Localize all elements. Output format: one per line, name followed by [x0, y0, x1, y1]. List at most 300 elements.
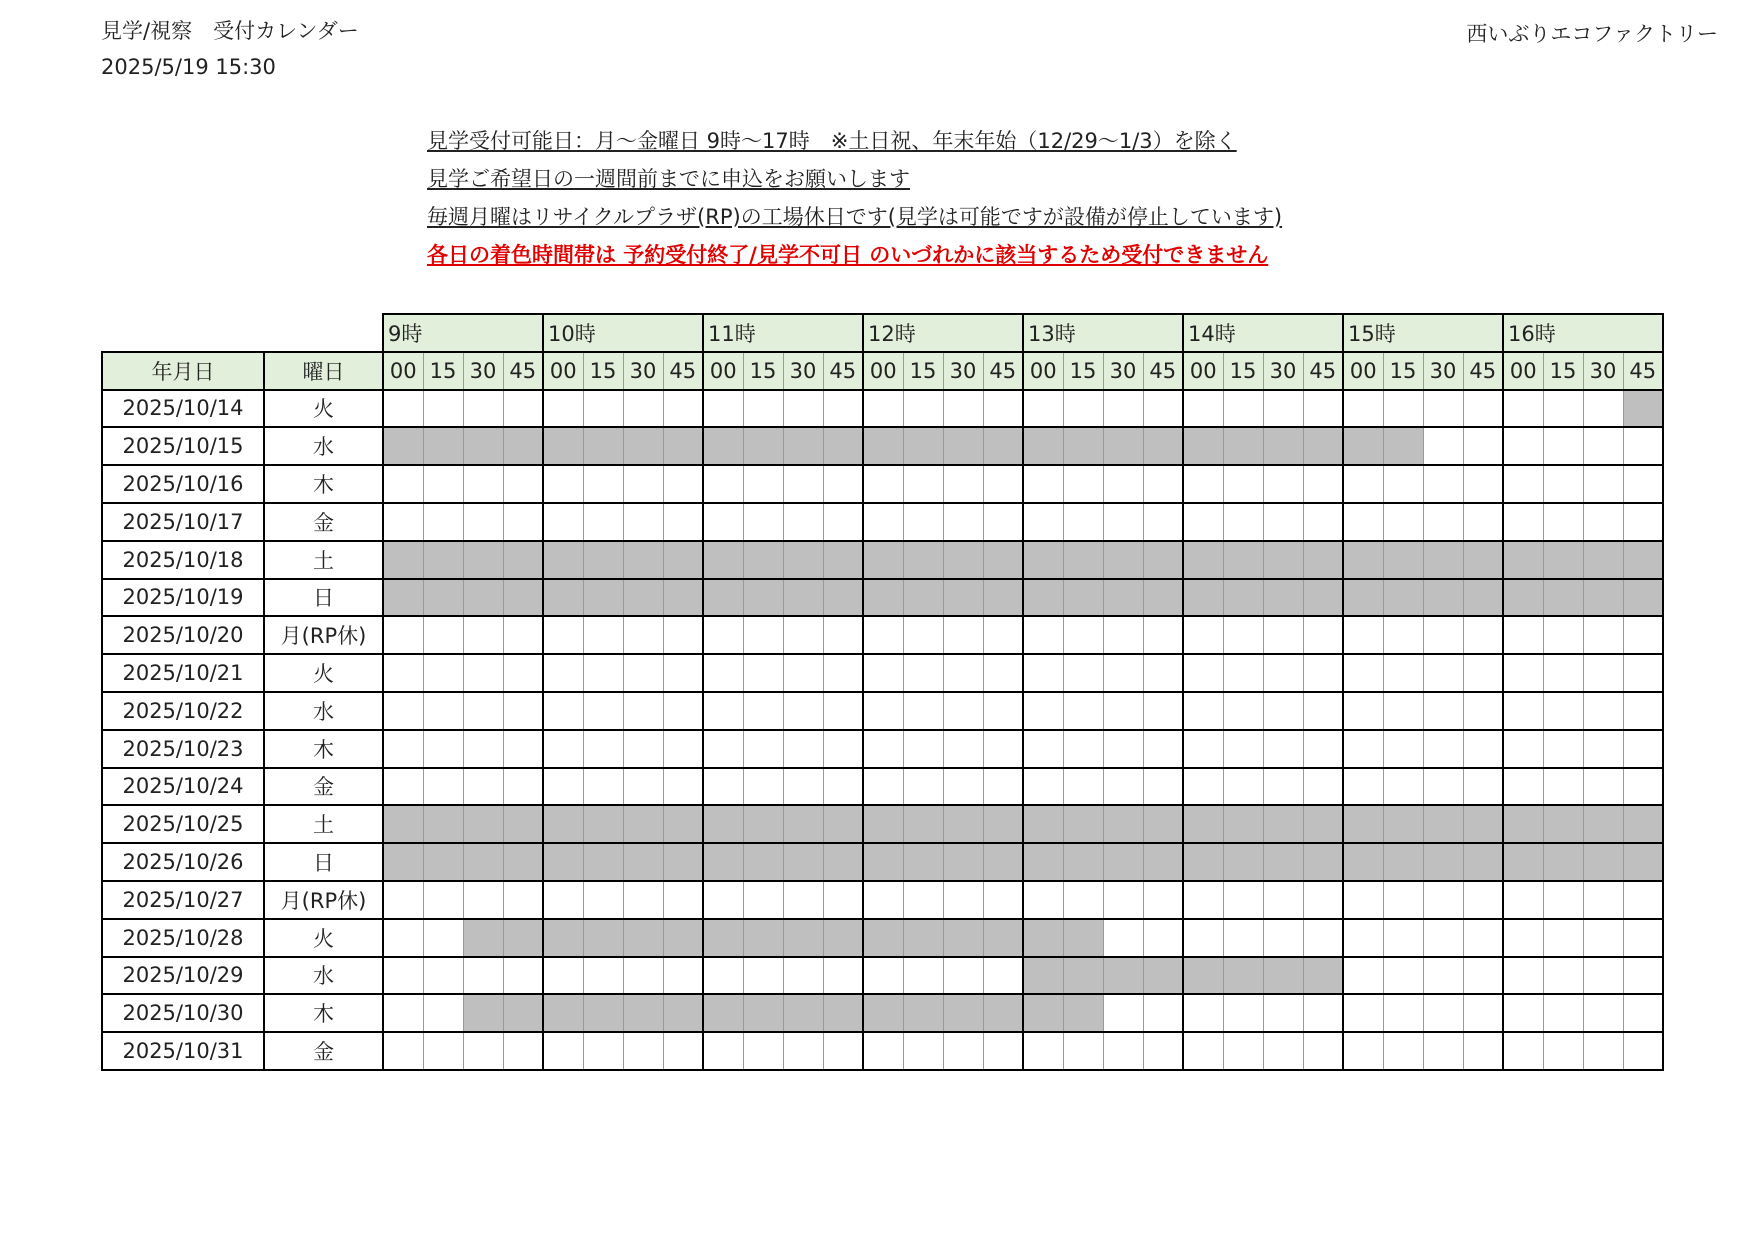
- time-slot-available: [1543, 1032, 1583, 1070]
- time-slot-available: [1183, 503, 1223, 541]
- time-slot-available: [1383, 503, 1423, 541]
- time-slot-available: [1223, 654, 1263, 692]
- time-slot-available: [1143, 994, 1183, 1032]
- time-slot-unavailable: [903, 579, 943, 617]
- time-slot-unavailable: [1623, 805, 1663, 843]
- time-slot-available: [1423, 1032, 1463, 1070]
- time-slot-unavailable: [423, 843, 463, 881]
- time-slot-available: [1023, 1032, 1063, 1070]
- time-slot-available: [1143, 465, 1183, 503]
- time-slot-available: [503, 957, 543, 995]
- time-slot-available: [1303, 994, 1343, 1032]
- time-slot-unavailable: [583, 579, 623, 617]
- time-slot-available: [1343, 919, 1383, 957]
- time-slot-available: [543, 503, 583, 541]
- time-slot-unavailable: [1303, 843, 1343, 881]
- time-slot-available: [823, 465, 863, 503]
- time-slot-available: [663, 465, 703, 503]
- time-slot-available: [743, 1032, 783, 1070]
- time-slot-available: [1383, 919, 1423, 957]
- weekday-cell: 水: [264, 427, 383, 465]
- time-slot-unavailable: [943, 427, 983, 465]
- time-slot-available: [1103, 654, 1143, 692]
- time-slot-available: [983, 390, 1023, 428]
- time-slot-available: [1143, 692, 1183, 730]
- time-slot-available: [783, 692, 823, 730]
- minute-header: 00: [1183, 352, 1223, 390]
- calendar-row: [102, 465, 1663, 503]
- time-slot-unavailable: [1103, 843, 1143, 881]
- minute-header: 30: [1103, 352, 1143, 390]
- time-slot-unavailable: [1183, 805, 1223, 843]
- hour-header: 12時: [863, 314, 1023, 352]
- time-slot-available: [1343, 730, 1383, 768]
- time-slot-available: [1423, 919, 1463, 957]
- time-slot-available: [1383, 465, 1423, 503]
- time-slot-available: [1063, 768, 1103, 806]
- minute-header: 00: [703, 352, 743, 390]
- time-slot-available: [1543, 881, 1583, 919]
- time-slot-available: [1543, 994, 1583, 1032]
- time-slot-available: [743, 616, 783, 654]
- time-slot-unavailable: [1383, 843, 1423, 881]
- time-slot-available: [823, 957, 863, 995]
- time-slot-unavailable: [1263, 957, 1303, 995]
- time-slot-available: [1503, 390, 1543, 428]
- time-slot-available: [1623, 427, 1663, 465]
- time-slot-available: [1623, 1032, 1663, 1070]
- time-slot-unavailable: [1583, 843, 1623, 881]
- time-slot-available: [1303, 730, 1343, 768]
- time-slot-available: [543, 465, 583, 503]
- date-cell: 2025/10/31: [102, 1032, 264, 1070]
- time-slot-unavailable: [1423, 843, 1463, 881]
- time-slot-available: [1343, 692, 1383, 730]
- weekday-cell: 火: [264, 919, 383, 957]
- time-slot-unavailable: [1063, 579, 1103, 617]
- time-slot-available: [983, 881, 1023, 919]
- hour-header: 16時: [1503, 314, 1663, 352]
- date-column-header: 年月日: [102, 352, 264, 390]
- time-slot-unavailable: [1023, 957, 1063, 995]
- time-slot-available: [1183, 390, 1223, 428]
- time-slot-available: [1543, 654, 1583, 692]
- time-slot-unavailable: [783, 579, 823, 617]
- time-slot-available: [1583, 692, 1623, 730]
- time-slot-available: [1543, 465, 1583, 503]
- time-slot-available: [943, 881, 983, 919]
- time-slot-available: [1423, 654, 1463, 692]
- time-slot-available: [1183, 692, 1223, 730]
- time-slot-available: [1623, 881, 1663, 919]
- time-slot-available: [583, 503, 623, 541]
- time-slot-unavailable: [783, 805, 823, 843]
- time-slot-unavailable: [1183, 843, 1223, 881]
- time-slot-unavailable: [703, 919, 743, 957]
- time-slot-unavailable: [1143, 805, 1183, 843]
- time-slot-available: [903, 654, 943, 692]
- time-slot-unavailable: [983, 579, 1023, 617]
- time-slot-unavailable: [1303, 541, 1343, 579]
- time-slot-unavailable: [903, 427, 943, 465]
- time-slot-available: [1583, 390, 1623, 428]
- time-slot-unavailable: [1023, 427, 1063, 465]
- time-slot-available: [383, 390, 423, 428]
- time-slot-available: [1103, 692, 1143, 730]
- time-slot-available: [1263, 465, 1303, 503]
- weekday-cell: 火: [264, 390, 383, 428]
- date-cell: 2025/10/20: [102, 616, 264, 654]
- time-slot-unavailable: [903, 805, 943, 843]
- hour-header: 10時: [543, 314, 703, 352]
- time-slot-available: [1263, 730, 1303, 768]
- header-corner: [102, 314, 383, 352]
- time-slot-unavailable: [1103, 541, 1143, 579]
- time-slot-available: [623, 730, 663, 768]
- time-slot-available: [743, 390, 783, 428]
- time-slot-available: [1343, 390, 1383, 428]
- time-slot-unavailable: [1063, 427, 1103, 465]
- time-slot-unavailable: [423, 805, 463, 843]
- minute-header: 15: [1383, 352, 1423, 390]
- time-slot-available: [743, 730, 783, 768]
- time-slot-available: [903, 465, 943, 503]
- time-slot-available: [1143, 390, 1183, 428]
- time-slot-available: [1463, 503, 1503, 541]
- time-slot-available: [503, 730, 543, 768]
- time-slot-unavailable: [623, 919, 663, 957]
- time-slot-unavailable: [1543, 805, 1583, 843]
- time-slot-available: [1183, 881, 1223, 919]
- time-slot-unavailable: [1263, 427, 1303, 465]
- time-slot-available: [1103, 994, 1143, 1032]
- minute-header: 30: [783, 352, 823, 390]
- time-slot-unavailable: [1423, 541, 1463, 579]
- time-slot-unavailable: [1303, 427, 1343, 465]
- time-slot-unavailable: [1343, 805, 1383, 843]
- time-slot-available: [1103, 881, 1143, 919]
- time-slot-available: [983, 768, 1023, 806]
- time-slot-available: [1623, 957, 1663, 995]
- time-slot-available: [1423, 616, 1463, 654]
- time-slot-unavailable: [583, 994, 623, 1032]
- time-slot-unavailable: [1343, 427, 1383, 465]
- time-slot-available: [1543, 768, 1583, 806]
- notice-line: 毎週月曜はリサイクルプラザ(RP)の工場休日です(見学は可能ですが設備が停止しています): [427, 205, 1283, 229]
- time-slot-unavailable: [1583, 541, 1623, 579]
- time-slot-unavailable: [1223, 579, 1263, 617]
- time-slot-available: [903, 1032, 943, 1070]
- time-slot-available: [583, 881, 623, 919]
- time-slot-available: [463, 390, 503, 428]
- time-slot-unavailable: [743, 805, 783, 843]
- time-slot-available: [463, 465, 503, 503]
- time-slot-unavailable: [1143, 843, 1183, 881]
- time-slot-available: [1583, 919, 1623, 957]
- time-slot-unavailable: [1103, 579, 1143, 617]
- facility-name: 西いぶりエコファクトリー: [1466, 22, 1718, 46]
- time-slot-available: [1103, 616, 1143, 654]
- time-slot-unavailable: [1063, 805, 1103, 843]
- minute-header: 00: [1503, 352, 1543, 390]
- time-slot-unavailable: [823, 541, 863, 579]
- time-slot-unavailable: [703, 541, 743, 579]
- time-slot-available: [623, 881, 663, 919]
- time-slot-unavailable: [583, 843, 623, 881]
- time-slot-available: [783, 1032, 823, 1070]
- time-slot-available: [623, 616, 663, 654]
- time-slot-unavailable: [383, 427, 423, 465]
- time-slot-available: [1583, 465, 1623, 503]
- time-slot-available: [1583, 654, 1623, 692]
- time-slot-available: [1143, 768, 1183, 806]
- time-slot-unavailable: [1183, 541, 1223, 579]
- minute-header: 15: [583, 352, 623, 390]
- time-slot-available: [1103, 1032, 1143, 1070]
- time-slot-available: [383, 994, 423, 1032]
- time-slot-available: [663, 616, 703, 654]
- time-slot-available: [1023, 692, 1063, 730]
- time-slot-available: [1263, 654, 1303, 692]
- time-slot-available: [503, 881, 543, 919]
- time-slot-available: [623, 768, 663, 806]
- time-slot-unavailable: [1063, 957, 1103, 995]
- time-slot-available: [1383, 654, 1423, 692]
- time-slot-available: [783, 465, 823, 503]
- time-slot-available: [1103, 730, 1143, 768]
- time-slot-available: [423, 654, 463, 692]
- time-slot-available: [1543, 957, 1583, 995]
- time-slot-unavailable: [1463, 541, 1503, 579]
- time-slot-available: [463, 730, 503, 768]
- time-slot-available: [863, 616, 903, 654]
- time-slot-unavailable: [1543, 579, 1583, 617]
- time-slot-unavailable: [1223, 843, 1263, 881]
- time-slot-unavailable: [983, 541, 1023, 579]
- date-cell: 2025/10/15: [102, 427, 264, 465]
- time-slot-available: [1463, 768, 1503, 806]
- calendar-row: [102, 843, 1663, 881]
- time-slot-available: [1343, 616, 1383, 654]
- time-slot-unavailable: [583, 805, 623, 843]
- time-slot-available: [583, 616, 623, 654]
- time-slot-unavailable: [1503, 805, 1543, 843]
- time-slot-available: [1103, 465, 1143, 503]
- calendar-row: [102, 994, 1663, 1032]
- time-slot-available: [943, 654, 983, 692]
- time-slot-unavailable: [1183, 957, 1223, 995]
- time-slot-available: [983, 1032, 1023, 1070]
- time-slot-available: [423, 1032, 463, 1070]
- weekday-cell: 木: [264, 994, 383, 1032]
- time-slot-available: [903, 730, 943, 768]
- time-slot-unavailable: [1063, 994, 1103, 1032]
- time-slot-available: [623, 957, 663, 995]
- minute-header-row: [102, 352, 1663, 390]
- hour-header: 13時: [1023, 314, 1183, 352]
- time-slot-available: [983, 503, 1023, 541]
- time-slot-available: [583, 465, 623, 503]
- time-slot-available: [463, 1032, 503, 1070]
- time-slot-available: [503, 503, 543, 541]
- time-slot-available: [863, 1032, 903, 1070]
- calendar-row: [102, 805, 1663, 843]
- time-slot-available: [1183, 616, 1223, 654]
- weekday-cell: 火: [264, 654, 383, 692]
- time-slot-available: [783, 768, 823, 806]
- time-slot-available: [543, 957, 583, 995]
- time-slot-unavailable: [543, 579, 583, 617]
- minute-header: 00: [543, 352, 583, 390]
- time-slot-available: [1143, 616, 1183, 654]
- time-slot-available: [1543, 390, 1583, 428]
- time-slot-available: [623, 503, 663, 541]
- time-slot-available: [1143, 919, 1183, 957]
- time-slot-available: [943, 1032, 983, 1070]
- time-slot-available: [1103, 768, 1143, 806]
- minute-header: 15: [1543, 352, 1583, 390]
- hour-header: 15時: [1343, 314, 1503, 352]
- calendar-row: [102, 616, 1663, 654]
- calendar-row: [102, 692, 1663, 730]
- time-slot-available: [1223, 994, 1263, 1032]
- date-cell: 2025/10/28: [102, 919, 264, 957]
- date-cell: 2025/10/14: [102, 390, 264, 428]
- time-slot-unavailable: [543, 427, 583, 465]
- time-slot-unavailable: [503, 843, 543, 881]
- time-slot-available: [543, 768, 583, 806]
- time-slot-available: [863, 503, 903, 541]
- time-slot-available: [1183, 768, 1223, 806]
- calendar-row: [102, 427, 1663, 465]
- time-slot-available: [703, 465, 743, 503]
- time-slot-available: [903, 881, 943, 919]
- time-slot-available: [423, 919, 463, 957]
- time-slot-available: [1303, 616, 1343, 654]
- time-slot-unavailable: [1263, 579, 1303, 617]
- time-slot-available: [1463, 881, 1503, 919]
- minute-header: 00: [1023, 352, 1063, 390]
- time-slot-unavailable: [863, 427, 903, 465]
- time-slot-unavailable: [1543, 541, 1583, 579]
- time-slot-unavailable: [503, 427, 543, 465]
- time-slot-unavailable: [583, 541, 623, 579]
- timestamp: 2025/5/19 15:30: [101, 55, 276, 79]
- time-slot-unavailable: [1303, 805, 1343, 843]
- time-slot-available: [543, 730, 583, 768]
- time-slot-unavailable: [583, 919, 623, 957]
- time-slot-unavailable: [823, 427, 863, 465]
- time-slot-available: [783, 730, 823, 768]
- time-slot-unavailable: [463, 427, 503, 465]
- calendar-row: [102, 768, 1663, 806]
- time-slot-unavailable: [1063, 919, 1103, 957]
- time-slot-unavailable: [703, 427, 743, 465]
- time-slot-available: [1463, 465, 1503, 503]
- time-slot-available: [1303, 503, 1343, 541]
- time-slot-unavailable: [1223, 805, 1263, 843]
- time-slot-available: [823, 1032, 863, 1070]
- date-cell: 2025/10/25: [102, 805, 264, 843]
- weekday-cell: 木: [264, 465, 383, 503]
- time-slot-available: [1183, 919, 1223, 957]
- time-slot-available: [503, 616, 543, 654]
- time-slot-unavailable: [423, 541, 463, 579]
- time-slot-unavailable: [1583, 579, 1623, 617]
- time-slot-available: [1343, 1032, 1383, 1070]
- calendar-row: [102, 919, 1663, 957]
- time-slot-available: [583, 768, 623, 806]
- time-slot-unavailable: [1343, 579, 1383, 617]
- minute-header: 15: [903, 352, 943, 390]
- time-slot-available: [583, 730, 623, 768]
- time-slot-unavailable: [1623, 390, 1663, 428]
- time-slot-available: [623, 654, 663, 692]
- minute-header: 30: [1423, 352, 1463, 390]
- time-slot-unavailable: [823, 579, 863, 617]
- time-slot-unavailable: [1623, 579, 1663, 617]
- time-slot-available: [1463, 919, 1503, 957]
- calendar-row: [102, 390, 1663, 428]
- time-slot-unavailable: [1183, 427, 1223, 465]
- time-slot-available: [1503, 919, 1543, 957]
- time-slot-available: [943, 616, 983, 654]
- time-slot-available: [1263, 1032, 1303, 1070]
- time-slot-available: [1503, 994, 1543, 1032]
- time-slot-available: [1583, 616, 1623, 654]
- time-slot-unavailable: [1223, 427, 1263, 465]
- time-slot-available: [903, 957, 943, 995]
- time-slot-unavailable: [1023, 843, 1063, 881]
- time-slot-available: [1463, 730, 1503, 768]
- time-slot-available: [1383, 881, 1423, 919]
- time-slot-available: [1023, 654, 1063, 692]
- time-slot-unavailable: [943, 994, 983, 1032]
- time-slot-unavailable: [1503, 579, 1543, 617]
- time-slot-available: [1423, 692, 1463, 730]
- time-slot-available: [1063, 616, 1103, 654]
- time-slot-unavailable: [503, 919, 543, 957]
- time-slot-available: [943, 465, 983, 503]
- time-slot-available: [463, 768, 503, 806]
- time-slot-unavailable: [983, 843, 1023, 881]
- minute-header: 15: [423, 352, 463, 390]
- weekday-cell: 土: [264, 805, 383, 843]
- time-slot-available: [423, 390, 463, 428]
- minute-header: 15: [1063, 352, 1103, 390]
- time-slot-unavailable: [703, 579, 743, 617]
- time-slot-available: [983, 957, 1023, 995]
- time-slot-unavailable: [863, 805, 903, 843]
- time-slot-unavailable: [623, 805, 663, 843]
- time-slot-available: [903, 503, 943, 541]
- minute-header: 15: [1223, 352, 1263, 390]
- time-slot-unavailable: [783, 427, 823, 465]
- time-slot-available: [703, 1032, 743, 1070]
- time-slot-available: [1143, 881, 1183, 919]
- time-slot-available: [1583, 768, 1623, 806]
- time-slot-available: [1543, 616, 1583, 654]
- time-slot-available: [663, 957, 703, 995]
- time-slot-available: [1583, 730, 1623, 768]
- time-slot-unavailable: [1463, 579, 1503, 617]
- time-slot-available: [1303, 1032, 1343, 1070]
- time-slot-available: [743, 654, 783, 692]
- time-slot-available: [823, 616, 863, 654]
- time-slot-available: [863, 692, 903, 730]
- time-slot-unavailable: [463, 805, 503, 843]
- time-slot-available: [423, 692, 463, 730]
